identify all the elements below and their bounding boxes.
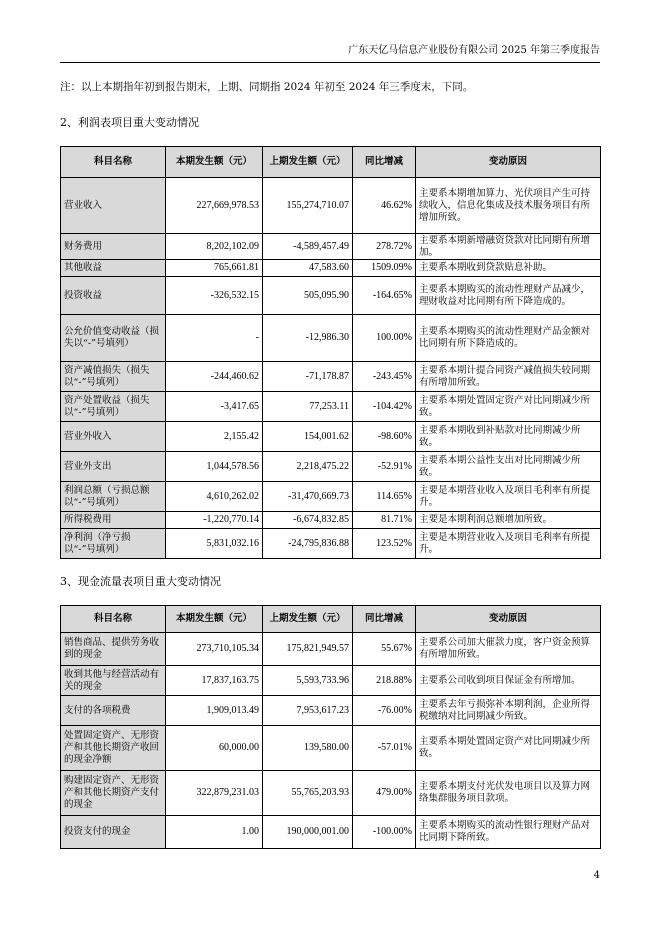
previous-amount-cell: -6,674,832.85 — [263, 512, 353, 529]
previous-amount-cell: 47,583.60 — [263, 260, 353, 277]
current-amount-cell: 17,837,163.75 — [166, 666, 263, 696]
item-name-cell: 销售商品、提供劳务收到的现金 — [61, 633, 166, 666]
page-header: 广东天亿马信息产业股份有限公司 2025 年第三季度报告 — [60, 44, 600, 63]
yoy-change-cell: 278.72% — [353, 234, 416, 260]
table-header-row — [61, 147, 601, 178]
item-name-cell: 所得税费用 — [61, 512, 166, 529]
table-row — [61, 529, 601, 559]
yoy-change-cell: 479.00% — [353, 771, 416, 816]
table-row — [61, 633, 601, 666]
previous-amount-cell: -24,795,836.88 — [263, 529, 353, 559]
table-row — [61, 726, 601, 771]
yoy-change-cell: -104.42% — [353, 392, 416, 422]
item-name-cell: 支付的各项税费 — [61, 696, 166, 726]
item-name-cell: 营业收入 — [61, 178, 166, 234]
current-amount-cell: 322,879,231.03 — [166, 771, 263, 816]
yoy-change-cell: 114.65% — [353, 482, 416, 512]
change-reason-cell: 主要系去年亏损弥补本期利润，企业所得税缴纳对比同期减少所致。 — [416, 696, 601, 726]
cash-section-title: 3、现金流量表项目重大变动情况 — [60, 575, 221, 588]
item-name-cell: 资产处置收益（损失以“-”号填列） — [61, 392, 166, 422]
change-reason-cell: 主要系本期支付光伏发电项目以及算力网络集群服务项目款项。 — [416, 771, 601, 816]
table-row — [61, 696, 601, 726]
yoy-change-cell: -243.45% — [353, 362, 416, 392]
current-amount-cell: 273,710,105.34 — [166, 633, 263, 666]
yoy-change-cell: -57.01% — [353, 726, 416, 771]
previous-amount-cell: -31,470,669.73 — [263, 482, 353, 512]
item-name-cell: 购建固定资产、无形资产和其他长期资产支付的现金 — [61, 771, 166, 816]
yoy-change-cell: 218.88% — [353, 666, 416, 696]
previous-amount-cell: 190,000,001.00 — [263, 816, 353, 849]
col-header-previous: 上期发生额（元） — [263, 147, 353, 178]
table-row — [61, 512, 601, 529]
table-row — [61, 666, 601, 696]
current-amount-cell: 1.00 — [166, 816, 263, 849]
table-row — [61, 277, 601, 315]
change-reason-cell: 主要是本期营业收入及项目毛利率有所提升。 — [416, 529, 601, 559]
yoy-change-cell: 123.52% — [353, 529, 416, 559]
current-amount-cell: 60,000.00 — [166, 726, 263, 771]
previous-amount-cell: 7,953,617.23 — [263, 696, 353, 726]
change-reason-cell: 主要系本期增加算力、光伏项目产生可持续收入，信息化集成及技术服务项目有所增加所致。 — [416, 178, 601, 234]
previous-amount-cell: 77,253.11 — [263, 392, 353, 422]
current-amount-cell: -326,532.15 — [166, 277, 263, 315]
table-row — [61, 422, 601, 452]
item-name-cell: 投资支付的现金 — [61, 816, 166, 849]
item-name-cell: 资产减值损失（损失以“-”号填列） — [61, 362, 166, 392]
previous-amount-cell: -71,178.87 — [263, 362, 353, 392]
yoy-change-cell: -52.91% — [353, 452, 416, 482]
col-header-reason: 变动原因 — [416, 147, 601, 178]
period-note: 注：以上本期指年初到报告期末，上期、同期指 2024 年初至 2024 年三季度末，下同。 — [60, 81, 474, 93]
col-header-reason: 变动原因 — [416, 606, 601, 633]
yoy-change-cell: -76.00% — [353, 696, 416, 726]
current-amount-cell: 5,831,032.16 — [166, 529, 263, 559]
col-header-item: 科目名称 — [61, 606, 166, 633]
yoy-change-cell: -98.60% — [353, 422, 416, 452]
profit-change-table — [60, 146, 601, 559]
item-name-cell: 利润总额（亏损总额以“-”号填列） — [61, 482, 166, 512]
yoy-change-cell: 81.71% — [353, 512, 416, 529]
yoy-change-cell: 100.00% — [353, 315, 416, 362]
previous-amount-cell: 154,001.62 — [263, 422, 353, 452]
table-row — [61, 816, 601, 849]
item-name-cell: 公允价值变动收益（损失以“-”号填列） — [61, 315, 166, 362]
col-header-change: 同比增减 — [353, 147, 416, 178]
col-header-change: 同比增减 — [353, 606, 416, 633]
previous-amount-cell: 155,274,710.07 — [263, 178, 353, 234]
col-header-current: 本期发生额（元） — [166, 606, 263, 633]
yoy-change-cell: 1509.09% — [353, 260, 416, 277]
profit-section-title: 2、利润表项目重大变动情况 — [60, 116, 199, 129]
current-amount-cell: -3,417.65 — [166, 392, 263, 422]
current-amount-cell: 1,909,013.49 — [166, 696, 263, 726]
change-reason-cell: 主要系本期处置固定资产对比同期减少所致。 — [416, 726, 601, 771]
current-amount-cell: -244,460.62 — [166, 362, 263, 392]
change-reason-cell: 主要系本期处置固定资产对比同期减少所致。 — [416, 392, 601, 422]
page-number: 4 — [593, 870, 600, 881]
item-name-cell: 财务费用 — [61, 234, 166, 260]
previous-amount-cell: 5,593,733.96 — [263, 666, 353, 696]
yoy-change-cell: 55.67% — [353, 633, 416, 666]
previous-amount-cell: 175,821,949.57 — [263, 633, 353, 666]
item-name-cell: 投资收益 — [61, 277, 166, 315]
change-reason-cell: 主要系本期收到贷款贴息补助。 — [416, 260, 601, 277]
change-reason-cell: 主要系公司加大催款力度，客户资金预算有所增加所致。 — [416, 633, 601, 666]
table-row — [61, 771, 601, 816]
table-row — [61, 234, 601, 260]
item-name-cell: 营业外支出 — [61, 452, 166, 482]
previous-amount-cell: 139,580.00 — [263, 726, 353, 771]
previous-amount-cell: -4,589,457.49 — [263, 234, 353, 260]
previous-amount-cell: 2,218,475.22 — [263, 452, 353, 482]
yoy-change-cell: 46.62% — [353, 178, 416, 234]
item-name-cell: 营业外收入 — [61, 422, 166, 452]
table-row — [61, 362, 601, 392]
table-header-row — [61, 606, 601, 633]
change-reason-cell: 主要系本期购买的流动性理财产品减少，理财收益对比同期有所下降造成的。 — [416, 277, 601, 315]
current-amount-cell: 8,202,102.09 — [166, 234, 263, 260]
yoy-change-cell: -164.65% — [353, 277, 416, 315]
table-row — [61, 482, 601, 512]
change-reason-cell: 主要是本期营业收入及项目毛利率有所提升。 — [416, 482, 601, 512]
item-name-cell: 净利润（净亏损以“-”号填列） — [61, 529, 166, 559]
change-reason-cell: 主要系本期新增融资贷款对比同期有所增加。 — [416, 234, 601, 260]
change-reason-cell: 主要系本期收到补贴款对比同期减少所致。 — [416, 422, 601, 452]
item-name-cell: 收到其他与经营活动有关的现金 — [61, 666, 166, 696]
current-amount-cell: 4,610,262.02 — [166, 482, 263, 512]
change-reason-cell: 主要系本期公益性支出对比同期减少所致。 — [416, 452, 601, 482]
previous-amount-cell: 55,765,203.93 — [263, 771, 353, 816]
change-reason-cell: 主要系本期购买的流动性理财产品金额对比同期有所下降造成的。 — [416, 315, 601, 362]
change-reason-cell: 主要系公司收到项目保证金有所增加。 — [416, 666, 601, 696]
cashflow-change-table — [60, 605, 601, 849]
current-amount-cell: -1,220,770.14 — [166, 512, 263, 529]
table-row — [61, 178, 601, 234]
previous-amount-cell: 505,095.90 — [263, 277, 353, 315]
current-amount-cell: - — [166, 315, 263, 362]
table-row — [61, 260, 601, 277]
current-amount-cell: 2,155.42 — [166, 422, 263, 452]
table-row — [61, 315, 601, 362]
item-name-cell: 其他收益 — [61, 260, 166, 277]
change-reason-cell: 主要系本期购买的流动性银行理财产品对比同期下降所致。 — [416, 816, 601, 849]
table-row — [61, 452, 601, 482]
col-header-previous: 上期发生额（元） — [263, 606, 353, 633]
change-reason-cell: 主要是本期利润总额增加所致。 — [416, 512, 601, 529]
current-amount-cell: 227,669,978.53 — [166, 178, 263, 234]
current-amount-cell: 1,044,578.56 — [166, 452, 263, 482]
previous-amount-cell: -12,986.30 — [263, 315, 353, 362]
col-header-item: 科目名称 — [61, 147, 166, 178]
yoy-change-cell: -100.00% — [353, 816, 416, 849]
current-amount-cell: 765,661.81 — [166, 260, 263, 277]
change-reason-cell: 主要系本期计提合同资产减值损失较同期有所增加所致。 — [416, 362, 601, 392]
item-name-cell: 处置固定资产、无形资产和其他长期资产收回的现金净额 — [61, 726, 166, 771]
table-row — [61, 392, 601, 422]
col-header-current: 本期发生额（元） — [166, 147, 263, 178]
